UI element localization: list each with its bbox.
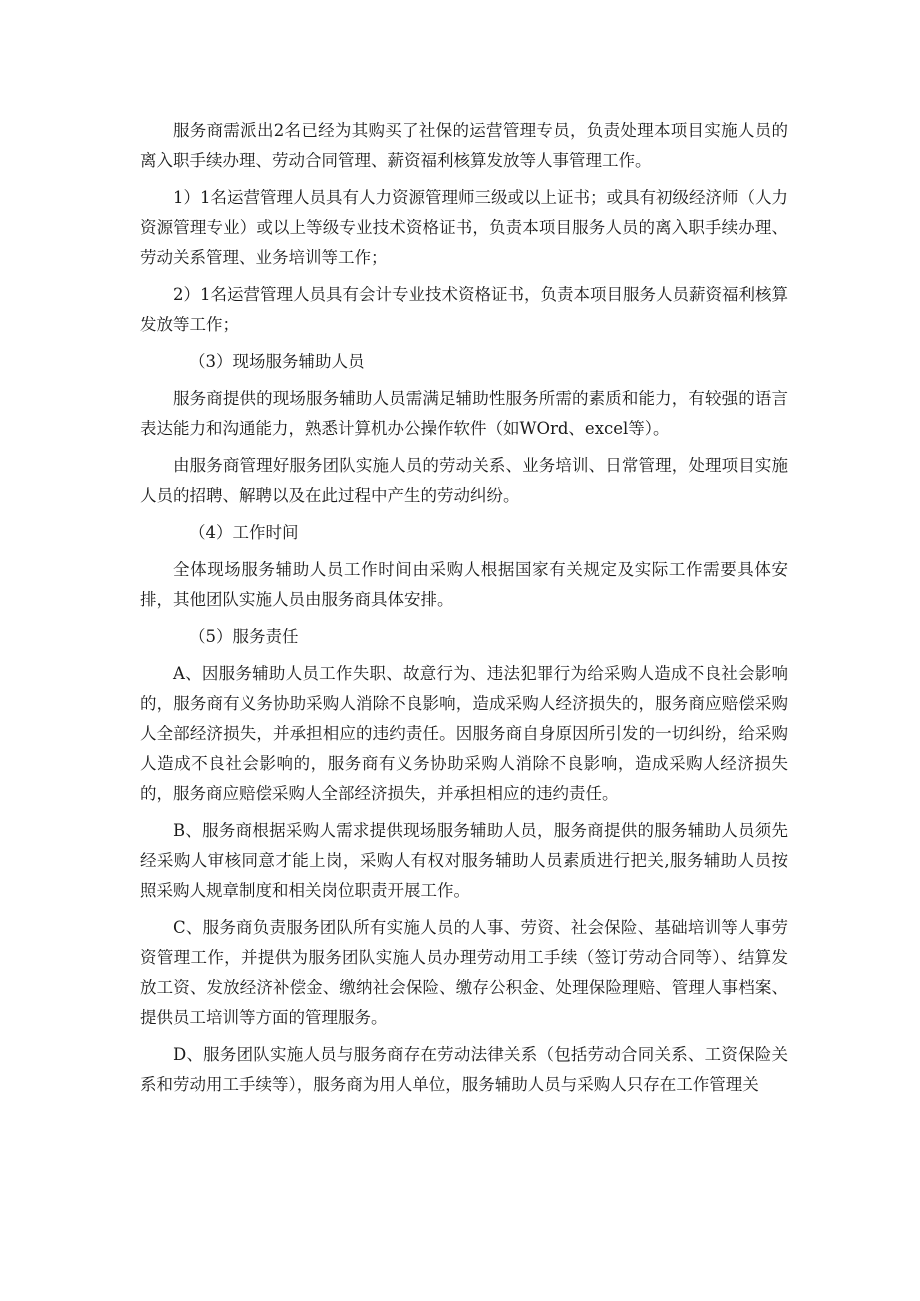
- paragraph-ops-staff: 服务商需派出2名已经为其购买了社保的运营管理专员，负责处理本项目实施人员的离入职手续办理、劳动合同管理、薪资福利核算发放等人事管理工作。: [140, 121, 788, 170]
- paragraph-team-management: 由服务商管理好服务团队实施人员的劳动关系、业务培训、日常管理，处理项目实施人员的招聘、解聘以及在此过程中产生的劳动纠纷。: [140, 456, 788, 505]
- section-heading-5: （5）服务责任: [189, 627, 299, 646]
- paragraph-assistant-requirements: 服务商提供的现场服务辅助人员需满足辅助性服务所需的素质和能力，有较强的语言表达能力和沟通能力，熟悉计算机办公操作软件（如WOrd、excel等）。: [140, 389, 788, 438]
- paragraph-clause-c: C、服务商负责服务团队所有实施人员的人事、劳资、社会保险、基础培训等人事劳资管理工作，并提供为服务团队实施人员办理劳动用工手续（签订劳动合同等）、结算发放工资、发放经济补偿金、缴纳社会保险、缴存公积金、处理保险理赔、管理人事档案、提供员工培训等方面的管理服务。: [140, 918, 788, 1027]
- paragraph-clause-a: A、因服务辅助人员工作失职、故意行为、违法犯罪行为给采购人造成不良社会影响的，服务商有义务协助采购人消除不良影响，造成采购人经济损失的，服务商应赔偿采购人全部经济损失，并承担相应的违约责任。因服务商自身原因所引发的一切纠纷，给采购人造成不良社会影响的，服务商有义务协助采购人消除不良影响，造成采购人经济损失的，服务商应赔偿采购人全部经济损失，并承担相应的违约责任。: [140, 664, 788, 803]
- section-heading-3: （3）现场服务辅助人员: [189, 352, 365, 371]
- section-heading-4: （4）工作时间: [189, 523, 299, 542]
- paragraph-clause-b: B、服务商根据采购人需求提供现场服务辅助人员，服务商提供的服务辅助人员须先经采购人审核同意才能上岗，采购人有权对服务辅助人员素质进行把关,服务辅助人员按照采购人规章制度和相关岗位职责开展工作。: [140, 821, 788, 900]
- paragraph-item-2: 2）1名运营管理人员具有会计专业技术资格证书，负责本项目服务人员薪资福利核算发放等工作；: [140, 285, 788, 334]
- document-body: [140, 116, 788, 1107]
- paragraph-work-hours: 全体现场服务辅助人员工作时间由采购人根据国家有关规定及实际工作需要具体安排，其他团队实施人员由服务商具体安排。: [140, 560, 788, 609]
- paragraph-item-1: 1）1名运营管理人员具有人力资源管理师三级或以上证书；或具有初级经济师（人力资源管理专业）或以上等级专业技术资格证书，负责本项目服务人员的离入职手续办理、劳动关系管理、业务培训等工作；: [140, 188, 788, 267]
- paragraph-clause-d: D、服务团队实施人员与服务商存在劳动法律关系（包括劳动合同关系、工资保险关系和劳动用工手续等），服务商为用人单位，服务辅助人员与采购人只存在工作管理关: [140, 1045, 788, 1094]
